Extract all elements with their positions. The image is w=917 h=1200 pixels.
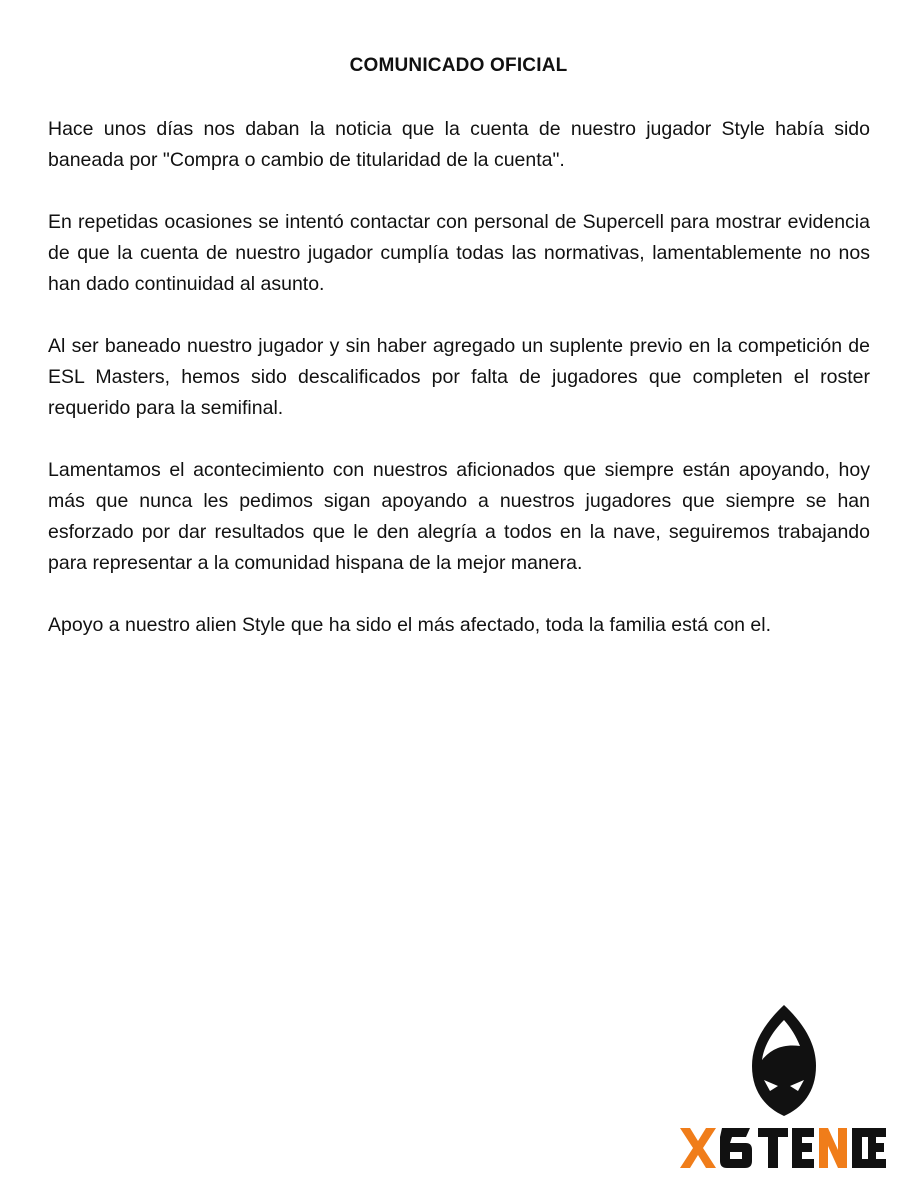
paragraph-4: Lamentamos el acontecimiento con nuestros aficionados que siempre están apoyando, hoy más que nunca les pedimos sigan apoyando a nuestros jugadores que siempre se han esforzado por dar resultados que le den alegría a todos en la nave, seguiremos trabajando para representar a la comunidad hispana de la mejor manera. bbox=[48, 459, 870, 574]
alien-head-icon bbox=[752, 1005, 816, 1116]
paragraph-1: Hace unos días nos daban la noticia que la cuenta de nuestro jugador Style había sido baneada por "Compra o cambio de titularidad de la cuenta". bbox=[48, 118, 870, 171]
team-logo bbox=[674, 1000, 890, 1170]
wordmark-logo bbox=[680, 1128, 886, 1168]
paragraph-3: Al ser baneado nuestro jugador y sin haber agregado un suplente previo en la competición de ESL Masters, hemos sido descalificados por falta de jugadores que completen el roster requerido para la semifinal. bbox=[48, 335, 870, 419]
paragraph-5: Apoyo a nuestro alien Style que ha sido el más afectado, toda la familia está con el. bbox=[48, 614, 772, 636]
paragraph-2: En repetidas ocasiones se intentó contactar con personal de Supercell para mostrar evidencia de que la cuenta de nuestro jugador cumplía todas las normativas, lamentablemente no nos han dado continuidad al asunto. bbox=[48, 211, 870, 295]
document-title: COMUNICADO OFICIAL bbox=[349, 55, 568, 76]
document-body bbox=[48, 114, 870, 672]
